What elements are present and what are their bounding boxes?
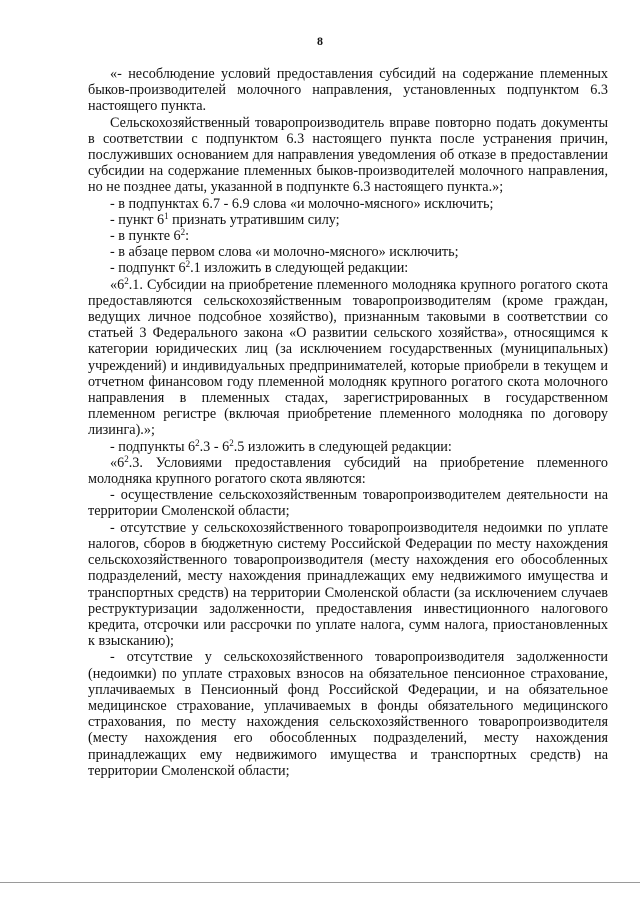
superscript: 2 (180, 227, 186, 238)
superscript: 2 (229, 437, 234, 448)
paragraph: - отсутствие у сельскохозяйственного товаропроизводителя недоимки по уплате налогов, сборов в бюджетную систему Российской Федерации по месту нахождения сельскохозяйственного товаропроизводителя (месту нахождения его обособленных подразделений, месту нахождения принадлежащих ему недвижимого имущества и транспортных средств) на территории Смоленской области (за исключением случаев реструктуризации задолженности, предоставления инвестиционного налогового кредита, отсрочки или рассрочки по уплате налога, сумм налога, приостановленных к взысканию); (88, 519, 608, 650)
superscript: 2 (185, 259, 191, 270)
paragraph: - в абзаце первом слова «и молочно-мясного» исключить; (110, 244, 459, 261)
superscript: 1 (164, 210, 169, 221)
superscript: 2 (124, 275, 129, 286)
paragraph: - подпункт $6^2.1$ изложить в следующей редакции: (110, 259, 409, 277)
paragraph: - пункт $6^1$ признать утратившим силу; (110, 210, 340, 228)
document-body (88, 66, 608, 779)
superscript: 2 (195, 437, 200, 448)
superscript: 2 (124, 453, 129, 464)
page-number: 8 (317, 34, 323, 48)
paragraph: «$6^2.3$. Условиями предоставления субсидий на приобретение племенного молодняка крупного рогатого скота являются: (88, 453, 608, 488)
paragraph: - отсутствие у сельскохозяйственного товаропроизводителя задолженности (недоимки) по уплате страховых взносов на обязательное пенсионное страхование, уплачиваемых в Пенсионный фонд Российской Федерации, и на обязательное медицинское страхование, уплачиваемых в фонды обязательного медицинского страхования, по месту нахождения сельскохозяйственного товаропроизводителя (месту нахождения его обособленных подразделений, месту нахождения принадлежащих ему недвижимого имущества и транспортных средств) на территории Смоленской области; (88, 649, 608, 779)
paragraph: - в подпунктах 6.7 - 6.9 слова «и молочно-мясного» исключить; (110, 195, 494, 212)
paragraph: «$6^2.1$. Субсидии на приобретение племенного молодняка крупного рогатого скота предоставляются сельскохозяйственным товаропроизводителям (кроме граждан, ведущих личное подсобное хозяйство), признанным таковыми в соответствии со статьей 3 Федерального закона «О развитии сельского хозяйства», относящимся к категории юридических лиц (за исключением государственных (муниципальных) учреждений) и индивидуальных предпринимателей, которые приобрели в текущем и отчетном финансовом году племенной молодняк крупного рогатого скота молочного направления в племенных стадах, зарегистрированных в государственном племенном регистре (включая приобретение племенного молодняка по договору лизинга).»; (88, 275, 608, 439)
paragraph: - в пункте $6^2$: (110, 227, 190, 245)
paragraph: «- несоблюдение условий предоставления субсидий на содержание племенных быков-производителей молочного направления, установленных подпунктом 6.3 настоящего пункта. (88, 66, 608, 115)
paragraph: - осуществление сельскохозяйственным товаропроизводителем деятельности на территории Смоленской области; (88, 487, 608, 520)
bottom-divider (0, 882, 640, 883)
paragraph: - подпункты $6^2.3 - 6^2.5$ изложить в следующей редакции: (110, 437, 452, 455)
paragraph: Сельскохозяйственный товаропроизводитель вправе повторно подать документы в соответствии с подпунктом 6.3 настоящего пункта после устранения причин, послуживших основанием для направления уведомления об отказе в предоставлении субсидии на содержание племенных быков-производителей молочного направления, но не позднее даты, указанной в подпункте 6.3 настоящего пункта.»; (88, 114, 608, 196)
